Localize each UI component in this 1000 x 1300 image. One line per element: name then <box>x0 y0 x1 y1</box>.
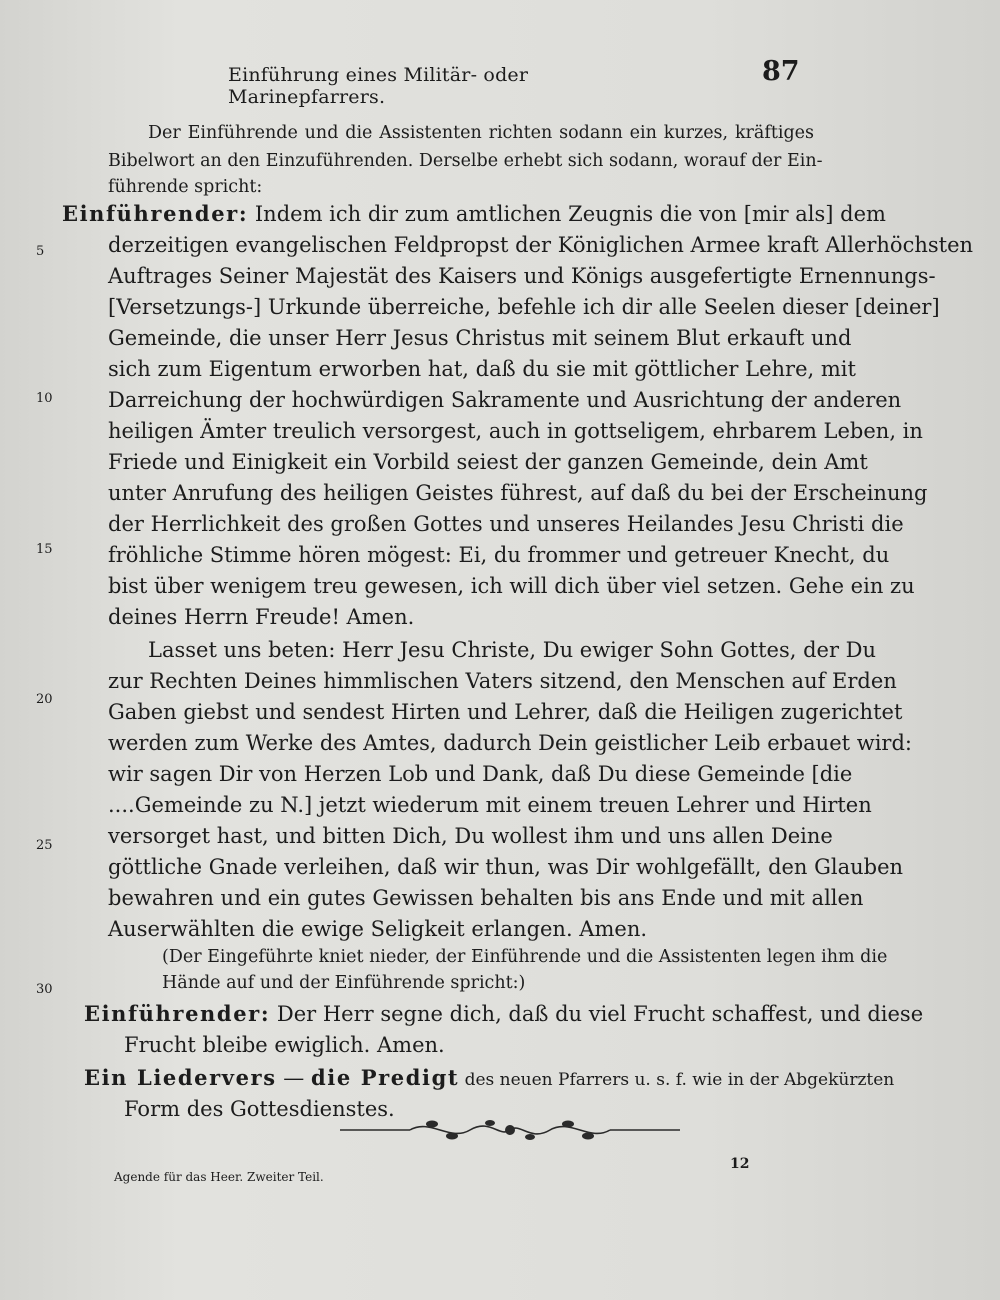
prayer-line: Gaben giebst und sendest Hirten und Lehrer, daß die Heiligen zugerichtet <box>108 700 903 724</box>
speech2-first-line <box>84 998 924 1030</box>
line-number: 10 <box>36 391 53 406</box>
signature-mark: 12 <box>730 1156 750 1172</box>
speech1-first-line <box>62 198 886 230</box>
prayer-line: bewahren und ein gutes Gewissen behalten bis ans Ende und mit allen <box>108 886 864 910</box>
prayer-line: ....Gemeinde zu N.] jetzt wiederum mit einem treuen Lehrer und Hirten <box>108 793 872 817</box>
prayer-line: wir sagen Dir von Herzen Lob und Dank, daß Du diese Gemeinde [die <box>108 762 853 786</box>
prayer-line: Auserwählten die ewige Seligkeit erlangen. Amen. <box>108 917 648 941</box>
rubric-line: Hände auf und der Einführende spricht:) <box>162 973 526 993</box>
prayer-line: göttliche Gnade verleihen, daß wir thun, was Dir wohlgefällt, den Glauben <box>108 855 904 879</box>
hymn-verse-label: Ein Liedervers <box>84 1065 277 1090</box>
intro-line: Der Einführende und die Assistenten richten sodann ein kurzes, kräftiges <box>148 123 814 143</box>
floral-ornament-icon <box>340 1108 680 1148</box>
speech1-line: unter Anrufung des heiligen Geistes führest, auf daß du bei der Erscheinung <box>108 481 928 505</box>
speech1-line: derzeitigen evangelischen Feldpropst der Königlichen Armee kraft Allerhöchsten <box>108 233 974 257</box>
sermon-label: die Predigt <box>310 1065 460 1090</box>
speech1-line: heiligen Ämter treulich versorgest, auch in gottseligem, ehrbarem Leben, in <box>108 419 923 443</box>
line-number: 25 <box>36 838 53 853</box>
speech1-line: der Herrlichkeit des großen Gottes und unseres Heilandes Jesu Christi die <box>108 512 904 536</box>
speech-text: Indem ich dir zum amtlichen Zeugnis die von [mir als] dem <box>254 202 886 226</box>
speech1-line: [Versetzungs-] Urkunde überreiche, befehle ich dir alle Seelen dieser [deiner] <box>108 295 940 319</box>
line-number: 15 <box>36 542 53 557</box>
speaker-label: Einführender: <box>84 1001 271 1026</box>
speech1-line: fröhliche Stimme hören mögest: Ei, du frommer und getreuer Knecht, du <box>108 543 890 567</box>
closing-text: des neuen Pfarrers u. s. f. wie in der Abgekürzten <box>459 1070 895 1090</box>
speech1-line: sich zum Eigentum erworben hat, daß du sie mit göttlicher Lehre, mit <box>108 357 856 381</box>
footer-signature: Agende für das Heer. Zweiter Teil. <box>114 1170 324 1184</box>
line-number: 30 <box>36 982 53 997</box>
running-header: Einführung eines Militär- oder Marinepfarrers. <box>228 64 529 108</box>
dash: — <box>276 1066 311 1090</box>
speech1-line: deines Herrn Freude! Amen. <box>108 605 415 629</box>
prayer-line: zur Rechten Deines himmlischen Vaters sitzend, den Menschen auf Erden <box>108 669 897 693</box>
rubric-line: (Der Eingeführte kniet nieder, der Einführende und die Assistenten legen ihm die <box>162 947 888 967</box>
speech1-line: Friede und Einigkeit ein Vorbild seiest der ganzen Gemeinde, dein Amt <box>108 450 868 474</box>
intro-line: Bibelwort an den Einzuführenden. Derselbe erhebt sich sodann, worauf der Ein- <box>108 151 823 171</box>
speech1-line: Darreichung der hochwürdigen Sakramente und Ausrichtung der anderen <box>108 388 902 412</box>
speech1-line: Gemeinde, die unser Herr Jesus Christus mit seinem Blut erkauft und <box>108 326 852 350</box>
prayer-line: werden zum Werke des Amtes, dadurch Dein geistlicher Leib erbauet wird: <box>108 731 912 755</box>
intro-line: führende spricht: <box>108 177 263 197</box>
line-number: 5 <box>36 244 45 259</box>
line-number: 20 <box>36 692 53 707</box>
closing-line: Form des Gottesdienstes. <box>124 1097 395 1121</box>
speech1-line: Auftrages Seiner Majestät des Kaisers und Königs ausgefertigte Ernennungs- <box>108 264 936 288</box>
page-number: 87 <box>762 56 800 87</box>
prayer-line: versorget hast, und bitten Dich, Du wollest ihm und uns allen Deine <box>108 824 833 848</box>
speech-text: Der Herr segne dich, daß du viel Frucht schaffest, und diese <box>276 1002 924 1026</box>
speech1-line: bist über wenigem treu gewesen, ich will dich über viel setzen. Gehe ein zu <box>108 574 915 598</box>
speech2-line: Frucht bleibe ewiglich. Amen. <box>124 1033 445 1057</box>
speaker-label: Einführender: <box>62 201 249 226</box>
prayer-line: Lasset uns beten: Herr Jesu Christe, Du ewiger Sohn Gottes, der Du <box>148 638 877 662</box>
closing-line <box>84 1062 895 1096</box>
